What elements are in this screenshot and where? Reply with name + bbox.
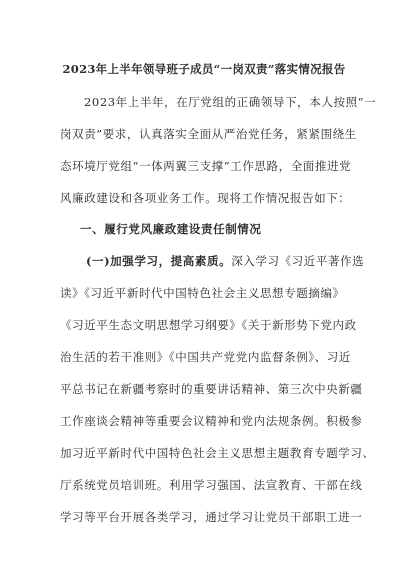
- paragraph-line: 加习近平新时代中国特色社会主义思想主题教育专题学习、: [60, 446, 375, 460]
- subsection-line: [86, 254, 386, 268]
- paragraph-line: 风廉政建设和各项业务工作。现将工作情况报告如下：: [60, 191, 351, 205]
- paragraph-line: 态环境厅党组“一体两翼三支撑”工作思路，全面推进党: [60, 159, 352, 173]
- paragraph-line: 学习等平台开展各类学习，通过学习让党员干部职工进一: [60, 510, 363, 524]
- paragraph-line: 岗双责”要求，认真落实全面从严治党任务，紧紧围绕生: [60, 127, 357, 141]
- paragraph-line: 平总书记在新疆考察时的重要讲话精神、第三次中央新疆: [60, 382, 363, 396]
- section-heading: 一、履行党风廉政建设责任制情况: [80, 222, 262, 236]
- paragraph-line: 厅系统党员培训班。利用学习强国、法宣教育、干部在线: [60, 478, 363, 492]
- paragraph-line: 2023年上半年，在厅党组的正确领导下，本人按照“一: [84, 95, 377, 109]
- paragraph-line: 读》《习近平新时代中国特色社会主义思想专题摘编》: [60, 286, 345, 300]
- paragraph-line: 《习近平生态文明思想学习纲要》《关于新形势下党内政: [60, 318, 357, 332]
- paragraph-text: 深入学习《习近平著作选: [231, 254, 365, 268]
- paragraph-line: 治生活的若干准则》《中国共产党党内监督条例》、习近: [60, 350, 351, 364]
- document-title: 2023年上半年领导班子成员“一岗双责”落实情况报告: [62, 62, 346, 76]
- subsection-heading: (一)加强学习，提高素质。: [86, 254, 232, 268]
- paragraph-line: 工作座谈会精神等重要会议精神和党内法规条例。积极参: [60, 414, 363, 428]
